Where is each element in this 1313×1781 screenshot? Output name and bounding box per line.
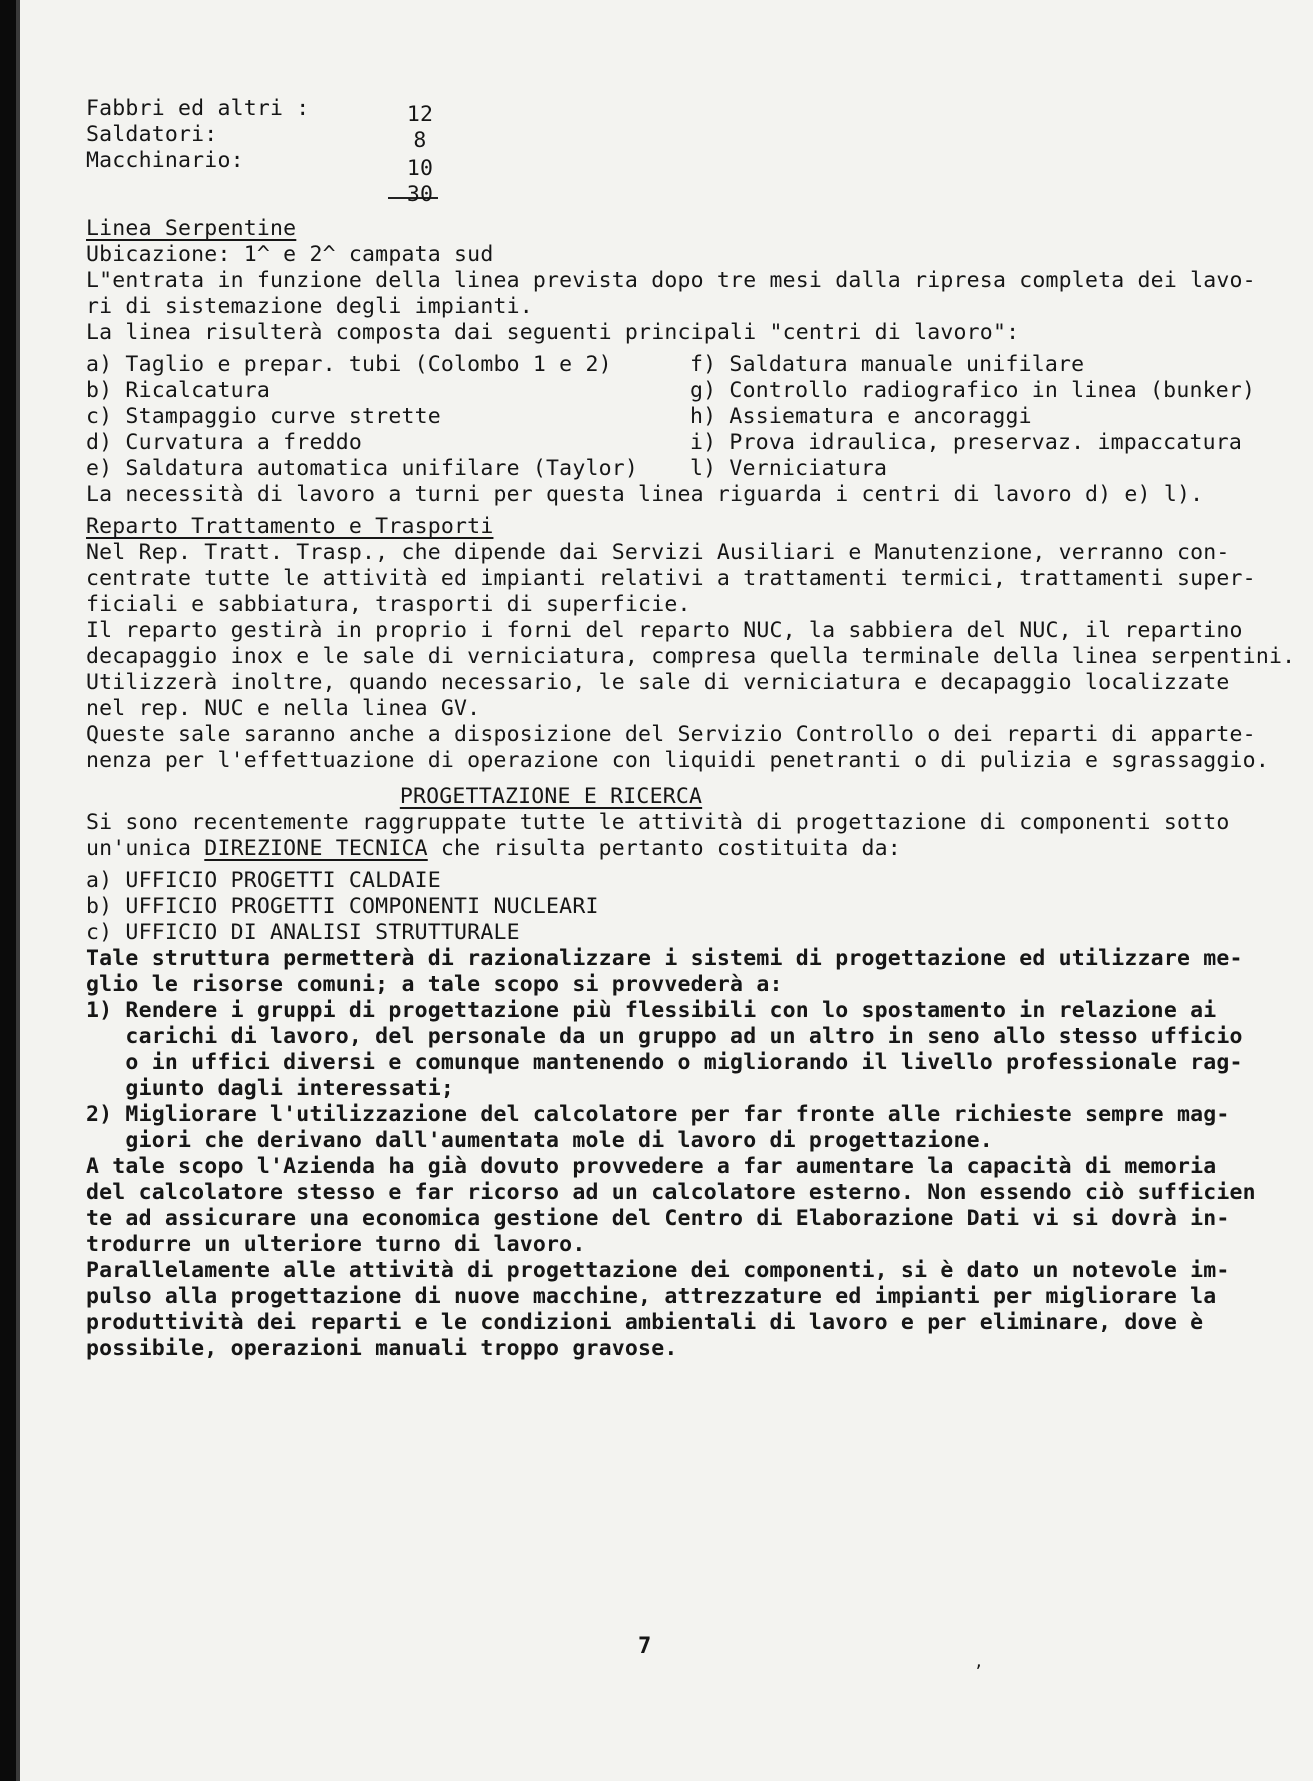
text-line: La necessità di lavoro a turni per questa linea riguarda i centri di lavoro d) e) l). (86, 482, 1204, 507)
list-item: c) Stampaggio curve strette (86, 404, 441, 429)
text-line: glio le risorse comuni; a tale scopo si provvederà a: (86, 972, 783, 997)
list-item: g) Controllo radiografico in linea (bunker) (690, 378, 1256, 403)
list-item: i) Prova idraulica, preservaz. impaccatura (690, 430, 1243, 455)
staff-table (86, 96, 1216, 216)
list-item: h) Assiematura e ancoraggi (690, 404, 1032, 429)
office-item: b) UFFICIO PROGETTI COMPONENTI NUCLEARI (86, 894, 599, 919)
work-centres-right (690, 352, 1255, 482)
design-section (86, 784, 1256, 1362)
text-line: giunto dagli interessati; (86, 1076, 455, 1101)
serpentine-section (86, 216, 1256, 508)
section-heading: PROGETTAZIONE E RICERCA (399, 784, 703, 809)
work-centres-left (86, 352, 638, 482)
text-line: pulso alla progettazione di nuove macchine, attrezzature ed impianti per migliorare la (86, 1284, 1217, 1309)
text-line: centrate tutte le attività ed impianti relativi a trattamenti termici, trattamenti super- (86, 566, 1256, 591)
list-item: a) Taglio e prepar. tubi (Colombo 1 e 2) (86, 352, 612, 377)
staff-label: Macchinario: (86, 148, 244, 173)
text-line: Tale struttura permetterà di razionalizzare i sistemi di progettazione ed utilizzare me- (86, 946, 1243, 971)
page-number: 7 (638, 1634, 652, 1659)
text-line: ri di sistemazione degli impianti. (86, 294, 533, 319)
direction-name: DIREZIONE TECNICA (204, 836, 428, 861)
text-line (86, 836, 1216, 862)
section-heading: Linea Serpentine (86, 216, 297, 241)
staff-label: Saldatori: (86, 122, 218, 147)
text-line: La linea risulterà composta dai seguenti principali "centri di lavoro": (86, 320, 1020, 345)
list-item: d) Curvatura a freddo (86, 430, 363, 455)
page-mark: , (974, 1652, 984, 1671)
text-line: L"entrata in funzione della linea prevista dopo tre mesi dalla ripresa completa dei lavo- (86, 268, 1256, 293)
work-centres-list (86, 352, 1256, 482)
text-line: carichi di lavoro, del personale da un gruppo ad un altro in seno allo stesso ufficio (86, 1024, 1243, 1049)
text-line: decapaggio inox e le sale di verniciatura, compresa quella terminale della linea serpentini. (86, 644, 1296, 669)
text-line: Utilizzerà inoltre, quando necessario, le sale di verniciatura e decapaggio localizzate (86, 670, 1230, 695)
staff-total: 30 (406, 182, 434, 207)
text-line: giori che derivano dall'aumentata mole di lavoro di progettazione. (86, 1128, 993, 1153)
page-content (86, 96, 1296, 1362)
office-item: a) UFFICIO PROGETTI CALDAIE (86, 868, 441, 893)
text-line: Si sono recentemente raggruppate tutte le attività di progettazione di componenti sotto (86, 810, 1230, 835)
text-line: produttività dei reparti e le condizioni ambientali di lavoro e per eliminare, dove è (86, 1310, 1204, 1335)
text-line: 2) Migliorare l'utilizzazione del calcolatore per far fronte alle richieste sempre mag- (86, 1102, 1230, 1127)
list-item: e) Saldatura automatica unifilare (Taylor) (86, 456, 639, 481)
section-heading: Reparto Trattamento e Trasporti (86, 514, 494, 539)
text-line: trodurre un ulteriore turno di lavoro. (86, 1232, 586, 1257)
office-item: c) UFFICIO DI ANALISI STRUTTURALE (86, 920, 520, 945)
text-line: 1) Rendere i gruppi di progettazione più flessibili con lo spostamento in relazione ai (86, 998, 1217, 1023)
text-line: Queste sale saranno anche a disposizione del Servizio Controllo o dei reparti di apparte- (86, 722, 1256, 747)
list-item: b) Ricalcatura (86, 378, 271, 403)
text-line: o in uffici diversi e comunque mantenendo o migliorando il livello professionale rag- (86, 1050, 1243, 1075)
intro-post: che risulta pertanto costituita da: (427, 836, 901, 861)
treatment-section (86, 514, 1296, 774)
document-page (16, 0, 1313, 1781)
text-line: possibile, operazioni manuali troppo gravose. (86, 1336, 678, 1361)
text-line: del calcolatore stesso e far ricorso ad un calcolatore esterno. Non essendo ciò sufficien (86, 1180, 1256, 1205)
text-line: Parallelamente alle attività di progettazione dei componenti, si è dato un notevole im- (86, 1258, 1230, 1283)
text-line: Il reparto gestirà in proprio i forni del reparto NUC, la sabbiera del NUC, il repartino (86, 618, 1243, 643)
text-line: nenza per l'effettuazione di operazione con liquidi penetranti o di pulizia e sgrassaggio. (86, 748, 1269, 773)
text-line: Nel Rep. Tratt. Trasp., che dipende dai Servizi Ausiliari e Manutenzione, verranno con- (86, 540, 1230, 565)
intro-pre: un'unica (86, 836, 205, 861)
text-line: A tale scopo l'Azienda ha già dovuto provvedere a far aumentare la capacità di memoria (86, 1154, 1217, 1179)
staff-value: 8 (413, 128, 427, 153)
text-line: ficiali e sabbiatura, trasporti di superficie. (86, 592, 691, 617)
location-line: Ubicazione: 1^ e 2^ campata sud (86, 242, 494, 267)
list-item: l) Verniciatura (690, 456, 888, 481)
staff-label: Fabbri ed altri : (86, 96, 310, 121)
text-line: te ad assicurare una economica gestione del Centro di Elaborazione Dati vi si dovrà in- (86, 1206, 1230, 1231)
text-line: nel rep. NUC e nella linea GV. (86, 696, 481, 721)
staff-value: 10 (406, 156, 434, 181)
staff-value: 12 (406, 102, 434, 127)
list-item: f) Saldatura manuale unifilare (690, 352, 1085, 377)
